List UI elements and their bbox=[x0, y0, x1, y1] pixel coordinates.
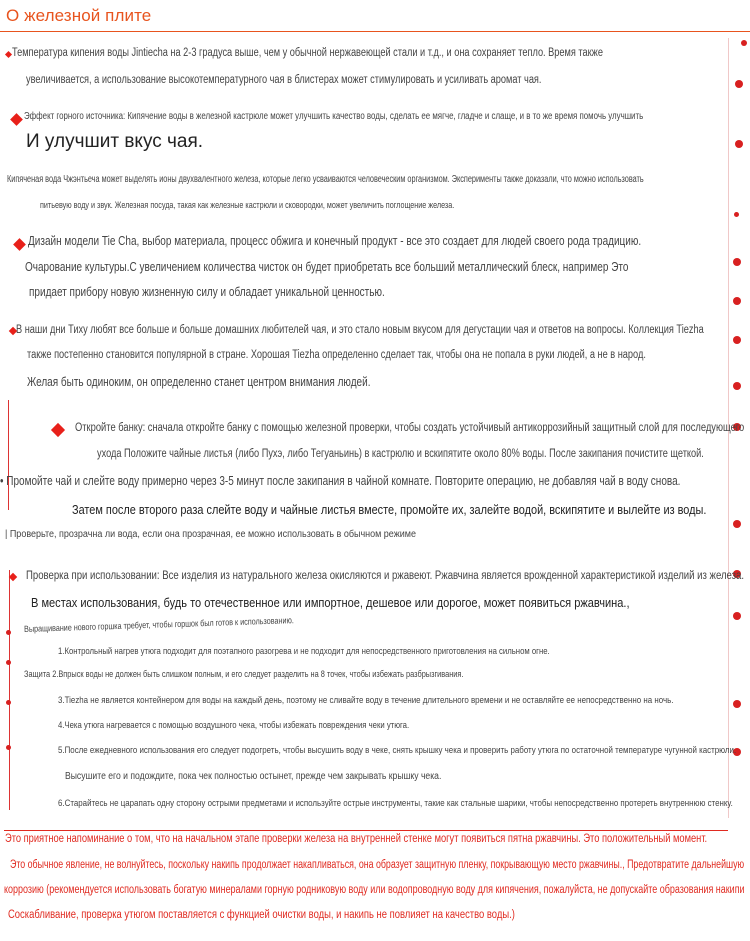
intro-text: Температура кипения воды Jintiecha на 2-3 градуса выше, чем у обычной нержавеющей стали и т.д., и она сохраняет тепло. Время также bbox=[12, 47, 603, 59]
reminder-text: Это приятное напоминание о том, что на начальном этапе проверки железа на внутренней стенке могут появиться пятна ржавчины. Это положительный момент. bbox=[5, 833, 708, 845]
usage-line bbox=[24, 615, 361, 634]
reminder-line bbox=[8, 909, 626, 921]
usage-item-text: 1.Контрольный нагрев утюга подходит для поэтапного разогрева и не подходит для непосредственного приготовления на сильном огне. bbox=[58, 646, 550, 656]
left-accent-line bbox=[9, 570, 10, 810]
bullet-diamond-icon bbox=[9, 573, 17, 581]
usage-text: Выращивание нового горшка требует, чтобы горшок был готов к использованию. bbox=[24, 615, 294, 634]
margin-dot-marker bbox=[741, 40, 747, 46]
iron-line bbox=[40, 200, 558, 210]
open-line bbox=[75, 422, 750, 434]
reminder-line bbox=[4, 884, 750, 896]
reminder-line bbox=[10, 859, 750, 871]
usage-line bbox=[26, 570, 750, 582]
margin-dot-marker bbox=[733, 612, 741, 620]
margin-dot-marker bbox=[6, 660, 11, 665]
usage-item bbox=[58, 695, 750, 705]
open-line bbox=[72, 502, 750, 517]
open-text: Откройте банку: сначала откройте банку с помощью железной проверки, чтобы создать устойчивый антикоррозийный защитный слой для последующего bbox=[75, 422, 745, 434]
design-text: придает прибору новую жизненную силу и обладает уникальной ценностью. bbox=[29, 285, 385, 299]
margin-dot-marker bbox=[733, 520, 741, 528]
usage-item-text: 5.После ежедневного использования его следует подогреть, чтобы высушить воду в чеке, снять крышку чека и проверить работу утюга по остаточной температуре чугунной кастрюли. bbox=[58, 745, 737, 755]
open-line bbox=[5, 529, 462, 540]
bullet-diamond-icon bbox=[5, 51, 12, 58]
usage-item bbox=[58, 745, 750, 755]
iron-text: Кипяченая вода Чжэнтьеча может выделять ионы двухвалентного железа, которые легко усваиваются человеческим организмом. Эксперименты также доказали, что можно использовать bbox=[7, 174, 644, 185]
spring-line bbox=[24, 111, 750, 122]
usage-item bbox=[24, 669, 560, 679]
margin-dot-marker bbox=[734, 212, 739, 217]
open-text: ухода Положите чайные листья (либо Пухэ, либо Тегуаньинь) в кастрюлю и вскипятите около 80% воды. После закипания почистите щеткой. bbox=[97, 448, 704, 460]
usage-text: В местах использования, будь то отечественное или импортное, дешевое или дорогое, может появиться ржавчина., bbox=[31, 595, 630, 610]
usage-item-text: 6.Старайтесь не царапать одну сторону острыми предметами и используйте острые инструменты, такие как стальные шарики, чтобы непосредственно протереть внутреннюю стенку. bbox=[58, 798, 733, 808]
bullet-diamond-icon bbox=[10, 113, 23, 126]
margin-dot-marker bbox=[733, 382, 741, 390]
usage-item-text: 4.Чека утюга нагревается с помощью воздушного чека, чтобы избежать повреждения чеки утюга. bbox=[58, 720, 410, 730]
popular-line bbox=[16, 324, 750, 336]
design-text: Дизайн модели Tie Cha, выбор материала, процесс обжига и конечный продукт - все это создает для людей своего рода традицию. bbox=[28, 234, 642, 248]
design-text: Очарование культуры.С увеличением количества чисток он будет приобретать все больший металлический блеск, например Это bbox=[25, 260, 629, 274]
usage-item bbox=[58, 798, 750, 808]
popular-text: В наши дни Тиху любят все больше и больше домашних любителей чая, и это стало новым вкусом для дегустации чая и ответов на вопросы. Коллекция Tiezha bbox=[16, 324, 704, 336]
popular-text: также постепенно становится популярной в стране. Хорошая Tiezha определенно сделает так, чтобы она не попала в руки людей, а не в народ. bbox=[27, 349, 646, 361]
usage-item bbox=[65, 771, 503, 782]
reminder-divider bbox=[4, 830, 728, 831]
design-line bbox=[29, 285, 474, 299]
open-line bbox=[97, 448, 750, 460]
reminder-line bbox=[5, 833, 750, 845]
usage-item-text: 3.Tiezha не является контейнером для воды на каждый день, поэтому не сливайте воду в течение длительного времени и не оставляйте ее непосредственно на ночь. bbox=[58, 695, 674, 705]
bullet-diamond-icon bbox=[51, 423, 65, 437]
reminder-text: Соскабливание, проверка утюгом поставляется с функцией очистки воды, и накипь не повлияет на качество воды.) bbox=[8, 909, 515, 921]
margin-dot-marker bbox=[735, 140, 743, 148]
open-text: • Промойте чай и слейте воду примерно через 3-5 минут после закипания в чайной комнате. Повторите операцию, не добавляя чай в воду снова. bbox=[0, 474, 681, 488]
usage-line bbox=[31, 595, 735, 610]
reminder-text: коррозию (рекомендуется использовать богатую минералами горную родниковую воду или водопроводную воду для кипячения, пожалуйста, не допускайте образования накипи bbox=[4, 884, 745, 896]
intro-line bbox=[26, 74, 670, 86]
usage-item-text: Защита 2.Впрыск воды не должен быть слишком полным, и его следует разделить на 8 точек, чтобы избежать разбрызгивания. bbox=[24, 669, 464, 679]
margin-dot-marker bbox=[6, 700, 11, 705]
popular-line bbox=[27, 375, 456, 389]
usage-item-text: Высушите его и подождите, пока чек полностью остынет, прежде чем закрывать крышку чека. bbox=[65, 771, 442, 782]
spring-emphasis: И улучшит вкус чая. bbox=[26, 131, 204, 152]
usage-item bbox=[58, 720, 466, 730]
open-line bbox=[0, 474, 750, 488]
margin-dot-marker bbox=[6, 745, 11, 750]
iron-text: питьевую воду и звук. Железная посуда, такая как железные кастрюли и сковородки, может увеличить поглощение железа. bbox=[40, 200, 455, 210]
margin-dot-marker bbox=[735, 80, 743, 88]
open-text: | Проверьте, прозрачна ли вода, если она прозрачная, ее можно использовать в обычном режиме bbox=[5, 529, 416, 540]
left-accent-line bbox=[8, 400, 9, 510]
usage-text: Проверка при использовании: Все изделия из натурального железа окисляются и ржавеют. Ржавчина является врожденной характеристикой изделий из железа. bbox=[26, 570, 745, 582]
title-underline bbox=[0, 31, 750, 32]
bullet-diamond-icon bbox=[13, 238, 26, 251]
open-text: Затем после второго раза слейте воду и чайные листья вместе, промойте их, залейте водой, вскипятите и вылейте из воды. bbox=[72, 502, 707, 517]
usage-item bbox=[58, 646, 630, 656]
design-line bbox=[25, 260, 750, 274]
page-title: О железной плите bbox=[6, 6, 152, 25]
margin-dot-marker bbox=[733, 336, 741, 344]
design-line bbox=[28, 234, 750, 248]
intro-text: увеличивается, а использование высокотемпературного чая в блистерах может стимулировать и усиливать аромат чая. bbox=[26, 74, 542, 86]
margin-dot-marker bbox=[733, 297, 741, 305]
intro-line bbox=[12, 47, 750, 59]
popular-line bbox=[27, 349, 750, 361]
reminder-text: Это обычное явление, не волнуйтесь, поскольку накипь продолжает накапливаться, она образует защитную пленку, покрывающую место ржавчины., Предотвратите дальнейшую bbox=[10, 859, 745, 871]
popular-text: Желая быть одиноким, он определенно станет центром внимания людей. bbox=[27, 375, 371, 389]
iron-line bbox=[7, 174, 750, 185]
margin-dot-marker bbox=[6, 630, 11, 635]
spring-text: Эффект горного источника: Кипячение воды в железной кастрюле может улучшить качество воды, сделать ее мягче, гладче и слаще, и в то же время помочь улучшить bbox=[24, 111, 644, 122]
